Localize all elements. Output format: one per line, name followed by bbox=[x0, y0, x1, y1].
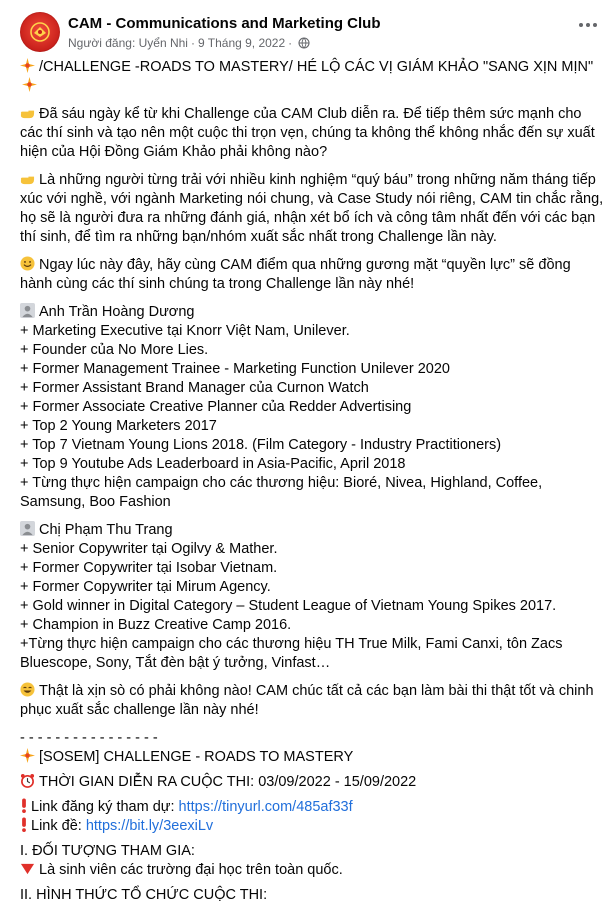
list-item: + Gold winner in Digital Category – Student League of Vietnam Young Spikes 2017. bbox=[20, 598, 557, 614]
smile-icon bbox=[20, 682, 35, 697]
exclamation-icon bbox=[20, 817, 28, 832]
sparkle-icon bbox=[20, 58, 35, 73]
list-item: + Former Assistant Brand Manager của Curnon Watch bbox=[20, 380, 369, 396]
intro-paragraph-1: Đã sáu ngày kể từ khi Challenge của CAM Club diễn ra. Để tiếp thêm sức mạnh cho các thí sinh và tạo nên một cuộc thi trọn vẹn, chúng ta không thể không nhắc đến sự xuất hiện của Hội Đồng Giám Khảo phải không nào? bbox=[20, 106, 595, 160]
posted-by[interactable]: Người đăng: Uyển Nhi bbox=[68, 36, 188, 50]
list-item: +Từng thực hiện campaign cho các thương hiệu TH True Milk, Fami Canxi, tôn Zacs Bluescope, Sony, Tắt đèn bật ý tưởng, Vinfast… bbox=[20, 636, 563, 671]
judge-2-name: Chị Phạm Thu Trang bbox=[39, 522, 173, 538]
list-item: + Top 2 Young Marketers 2017 bbox=[20, 418, 217, 434]
post-title-line bbox=[20, 58, 604, 96]
list-item: + Senior Copywriter tại Ogilvy & Mather. bbox=[20, 541, 278, 557]
time-line: THỜI GIAN DIỄN RA CUỘC THI: 03/09/2022 - 15/09/2022 bbox=[20, 773, 604, 792]
list-item: + Former Copywriter tại Mirum Agency. bbox=[20, 579, 271, 595]
section-heading: I. ĐỐI TƯỢNG THAM GIA: bbox=[20, 843, 195, 859]
person-icon bbox=[20, 521, 35, 536]
links-block: Link đăng ký tham dự: https://tinyurl.com/485af33f Link đề: https://bit.ly/3eexiLv bbox=[20, 798, 604, 836]
list-item: + Từng thực hiện campaign cho các thương hiệu: Bioré, Nivea, Highland, Coffee, Samsung, Boo Fashion bbox=[20, 475, 543, 510]
page-avatar[interactable] bbox=[20, 12, 60, 52]
list-item: + Top 9 Youtube Ads Leaderboard in Asia-Pacific, April 2018 bbox=[20, 456, 406, 472]
intro-paragraph-2: Là những người từng trải với nhiều kinh nghiệm “quý báu” trong những năm tháng tiếp xúc với nghề, với ngành Marketing nói chung, và Case Study nói riêng, CAM tin chắc rằng, họ sẽ là người đưa ra những đánh giá, nhận xét bổ ích và công tâm nhất đến với các bạn thí sinh, để tìm ra những bạn/nhóm xuất sắc nhất trong Challenge lần này. bbox=[20, 172, 604, 245]
smile-icon bbox=[20, 256, 35, 271]
pointing-hand-icon bbox=[20, 171, 35, 186]
separator: - - - - - - - - - - - - - - - - bbox=[20, 730, 158, 746]
list-item: + Former Copywriter tại Isobar Vietnam. bbox=[20, 560, 278, 576]
list-item: + Top 7 Vietnam Young Lions 2018. (Film Category - Industry Practitioners) bbox=[20, 437, 502, 453]
globe-icon[interactable] bbox=[298, 37, 310, 49]
section-2 bbox=[20, 886, 604, 905]
section-heading: II. HÌNH THỨC TỔ CHỨC CUỘC THI: bbox=[20, 887, 268, 903]
post-date[interactable]: 9 Tháng 9, 2022 bbox=[197, 36, 286, 50]
list-item: + Former Associate Creative Planner của Redder Advertising bbox=[20, 399, 412, 415]
post-meta: Người đăng: Uyển Nhi · 9 Tháng 9, 2022 · bbox=[68, 36, 310, 50]
exclamation-icon bbox=[20, 798, 28, 813]
list-item: + Marketing Executive tại Knorr Việt Nam, Unilever. bbox=[20, 323, 350, 339]
more-options-icon[interactable] bbox=[578, 22, 598, 28]
topic-link[interactable]: https://bit.ly/3eexiLv bbox=[85, 818, 214, 834]
list-item: + Former Management Trainee - Marketing Function Unilever 2020 bbox=[20, 361, 450, 377]
page-name[interactable]: CAM - Communications and Marketing Club bbox=[68, 15, 381, 32]
person-icon bbox=[20, 303, 35, 318]
judge-2-block bbox=[20, 521, 604, 673]
post-title: /CHALLENGE -ROADS TO MASTERY/ HÉ LỘ CÁC VỊ GIÁM KHẢO "SANG XỊN MỊN" bbox=[39, 59, 594, 75]
list-item: + Champion in Buzz Creative Camp 2016. bbox=[20, 617, 292, 633]
judge-1-name: Anh Trần Hoàng Dương bbox=[39, 304, 195, 320]
pointing-hand-icon bbox=[20, 105, 35, 120]
post-header bbox=[0, 0, 612, 56]
judge-1-block bbox=[20, 303, 604, 512]
sparkle-icon bbox=[22, 77, 37, 92]
register-link[interactable]: https://tinyurl.com/485af33f bbox=[178, 799, 353, 815]
section-1: I. ĐỐI TƯỢNG THAM GIA: Là sinh viên các trường đại học trên toàn quốc. bbox=[20, 842, 604, 880]
list-item: + Founder của No More Lies. bbox=[20, 342, 209, 358]
post-body bbox=[20, 58, 604, 914]
intro-paragraph-3: Ngay lúc này đây, hãy cùng CAM điểm qua những gương mặt “quyền lực” sẽ đồng hành cùng các thí sinh chúng ta trong Challenge lần này nhé! bbox=[20, 257, 571, 292]
red-triangle-icon bbox=[20, 861, 35, 876]
sparkle-icon bbox=[20, 748, 35, 763]
sosem-title: [SOSEM] CHALLENGE - ROADS TO MASTERY bbox=[39, 749, 354, 765]
cam-logo-icon bbox=[29, 21, 51, 43]
details-block bbox=[20, 729, 604, 767]
closing-paragraph: Thật là xịn sò có phải không nào! CAM chúc tất cả các bạn làm bài thi thật tốt và chinh phục xuất sắc challenge lần này nhé! bbox=[20, 683, 594, 718]
alarm-clock-icon bbox=[20, 773, 35, 788]
